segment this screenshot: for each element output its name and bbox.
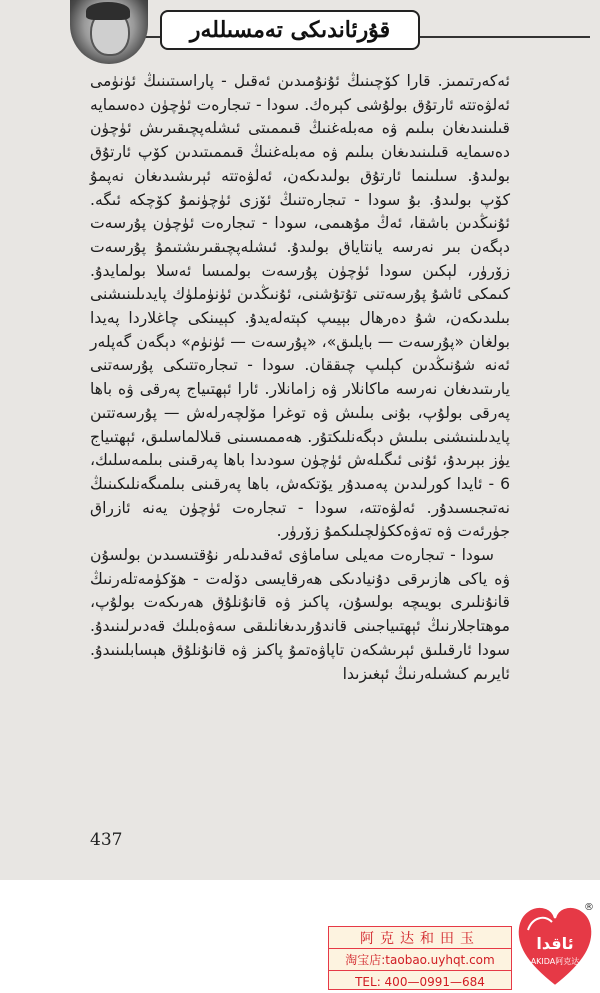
book-title: قۇرئاندىكى تەمسىللەر: [160, 10, 420, 50]
body-text: [90, 70, 510, 686]
shop-ad: [328, 926, 512, 990]
logo-word: ئاقدا: [536, 934, 574, 953]
page-number: 437: [90, 830, 123, 850]
paragraph-2: سودا - تىجارەت مەيلى ساماۋى ئەقىدىلەر نۇقتىسىدىن بولسۇن ۋە ياكى ھازىرقى دۇنيادىكى ھەرقايسى دۆلەت - ھۆكۈمەتلەرنىڭ قانۇنلىرى بويىچە بولسۇن، پاكىز ۋە قانۇنلۇق ھەرىكەت بولۇپ، موھتاجلارنىڭ ئېھتىياجىنى قاندۇرىدىغانلىقى سەۋەبلىك قەدىرلىنىدۇ. سودا ئارقىلىق ئېرىشكەن تاپاۋەتمۇ پاكىز ۋە قانۇنلۇق ھېسابلىنىدۇ. ئايرىم كىشىلەرنىڭ ئېغىزىدا: [90, 546, 510, 683]
paragraph-1: ئەكەرتىمىز. قارا كۆچىنىڭ ئۇنۇمىدىن ئەقىل - پاراسىتىنىڭ ئۈنۈمى ئەلۋەتتە ئارتۇق بولۇشى كېرەك. سودا - تىجارەت ئۈچۈن دەسمايە قىلىنىدىغان بىلىم ۋە مەبلەغنىڭ قىممىتى ئىشلەپچىقىرىش ئۈچۈن دەسمايە قىلىنىدىغان بىلىم ۋە مەبلەغنىڭ قىممىتىدىن كۆپ ئارتۇق بولىدۇ. سىلىنما ئارتۇق بولىدىكەن، ئەلۋەتتە ئېرىشىدىغان نەپمۇ كۆپ بولىدۇ. بۇ سودا - تىجارەتنىڭ ئۆزى ئۈچۈنمۇ كۆچكە ئىگە. ئۇنىڭدىن باشقا، ئەڭ مۇھىمى، سودا - تىجارەت ئۈچۈن پۇرسەت دېگەن بىر نەرسە يانتاياق بولىدۇ. ئىشلەپچىقىرىشتىمۇ پۇرسەت زۆرۈر، لېكىن سودا ئۈچۈن پۇرسەت بولمىسا ئەسلا بولمايدۇ. كىمكى ئاشۇ پۇرسەتنى تۇتۇشنى، ئۇنىڭدىن ئۈنۈملۈك پايدىلىنىشنى بىلىدىكەن، شۇ دەرھال بېيىپ كېتەلەيدۇ. كېيىنكى چاغلاردا پەيدا بولغان «پۇرسەت — بايلىق»، «پۇرسەت — ئۈنۈم» دېگەن گەپلەر ئەنە شۇنىڭدىن كېلىپ چىققان. سودا - تىجارەتتىكى پۇرسەتنى يارىتىدىغان نەرسە ماكانلار ۋە زامانلار. ئارا ئېھتىياج پەرقى ۋە باھا پەرقى بولۇپ، بۇنى بىلىش ۋە توغرا مۆلچەرلەش — پۇرسەتتىن پايدىلىنىشنى بىلىش دېگەنلىكتۇر. ھەممىسىنى قىلالماسلىق، ئېھتىياج يۈز بېرىدۇ، ئۇنى ئىگىلەش ئۈچۈن سودىدا باھا پەرقىنى بىلمەسلىك، 6 - ئايدا كورلىدىن پەمىدۇر يۆتكەش، باھا پەرقىنى بىلمىگەنلىكىنىڭ نەتىجىسىدۇر. ئەلۋەتتە، سودا - تىجارەت ئۈچۈن يەنە ئازراق جۈرئەت ۋە تەۋەككۈلچىلىكمۇ زۆرۈر.: [90, 72, 510, 541]
logo-subtitle: AKIDA阿克达: [530, 957, 580, 966]
registered-mark: ®: [584, 902, 594, 913]
author-portrait: [70, 0, 148, 64]
ad-shop: 淘宝店:taobao.uyhqt.com: [329, 949, 511, 971]
ad-tel: TEL: 400—0991—684: [355, 974, 485, 989]
portrait-hair: [86, 2, 130, 20]
ad-title: 阿克达和田玉: [329, 927, 511, 949]
page-header: [70, 0, 590, 64]
akida-logo: [514, 900, 596, 990]
